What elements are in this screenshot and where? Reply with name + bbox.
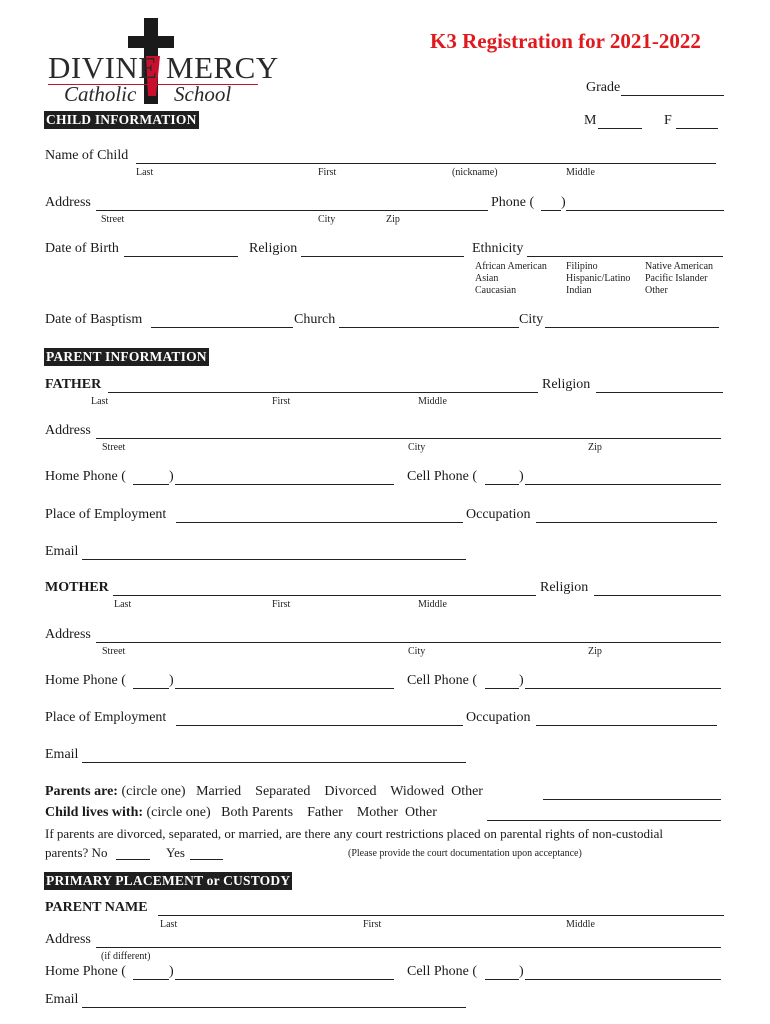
gender-m-label: M (584, 113, 597, 128)
mother-home-phone-label: Home Phone ( (45, 673, 126, 688)
grade-label: Grade (586, 80, 621, 95)
placement-cell-phone-label: Cell Phone ( (407, 964, 477, 979)
father-address-label: Address (45, 423, 91, 438)
child-ethnicity-field[interactable] (527, 256, 723, 257)
section-parent-info: PARENT INFORMATION (46, 349, 207, 364)
father-home-phone-field[interactable] (175, 484, 394, 485)
ethnicity-option[interactable]: Indian (566, 285, 592, 296)
father-email-field[interactable] (82, 559, 466, 560)
mother-cell-phone-field[interactable] (525, 688, 721, 689)
baptism-city-field[interactable] (545, 327, 719, 328)
mother-home-phone-field[interactable] (175, 688, 394, 689)
child-phone-close: ) (561, 195, 566, 210)
child-address-sub-street: Street (101, 214, 125, 225)
mother-cell-phone-label: Cell Phone ( (407, 673, 477, 688)
mother-home-phone-close: ) (169, 673, 174, 688)
gender-f-label: F (664, 113, 672, 128)
placement-parent-name-field[interactable] (158, 915, 724, 916)
mother-sub-middle: Middle (418, 599, 447, 610)
father-address-sub-city: City (408, 442, 426, 453)
parents-status-row (45, 784, 483, 800)
child-lives-row (45, 805, 437, 821)
placement-sub-middle: Middle (566, 919, 595, 930)
grade-field[interactable] (621, 95, 724, 96)
mother-address-label: Address (45, 627, 91, 642)
father-name-field[interactable] (108, 392, 538, 393)
logo-mercy: MERCY (166, 50, 279, 85)
gender-f-field[interactable] (676, 128, 718, 129)
placement-home-phone-label: Home Phone ( (45, 964, 126, 979)
gender-m-field[interactable] (598, 128, 642, 129)
father-religion-label: Religion (542, 377, 591, 392)
child-address-label: Address (45, 195, 91, 210)
ethnicity-option[interactable]: Other (645, 285, 668, 296)
mother-employment-field[interactable] (176, 725, 463, 726)
placement-email-label: Email (45, 992, 79, 1007)
mother-home-phone-area[interactable] (133, 688, 169, 689)
ethnicity-option[interactable]: Asian (475, 273, 499, 284)
mother-sub-first: First (272, 599, 291, 610)
father-occupation-field[interactable] (536, 522, 717, 523)
court-yes-field[interactable] (190, 859, 223, 860)
father-cell-phone-area[interactable] (485, 484, 519, 485)
placement-if-different: (if different) (101, 951, 151, 962)
father-religion-field[interactable] (596, 392, 723, 393)
child-lives-other-field[interactable] (487, 820, 721, 821)
mother-employment-label: Place of Employment (45, 710, 167, 725)
mother-address-sub-zip: Zip (588, 646, 602, 657)
child-name-sub-nickname: (nickname) (452, 167, 498, 178)
placement-cell-phone-area[interactable] (485, 979, 519, 980)
mother-address-sub-city: City (408, 646, 426, 657)
ethnicity-option[interactable]: Caucasian (475, 285, 517, 296)
parents-status-other-field[interactable] (543, 799, 721, 800)
mother-religion-field[interactable] (594, 595, 721, 596)
mother-address-field[interactable] (96, 642, 721, 643)
father-home-phone-area[interactable] (133, 484, 169, 485)
court-no-field[interactable] (116, 859, 150, 860)
baptism-field[interactable] (151, 327, 293, 328)
baptism-label: Date of Basptism (45, 312, 143, 327)
placement-home-phone-close: ) (169, 964, 174, 979)
parents-status-options[interactable]: Married Separated Divorced Widowed Other (196, 784, 483, 799)
child-name-sub-middle: Middle (566, 167, 595, 178)
court-note: (Please provide the court documentation upon acceptance) (348, 848, 582, 859)
child-address-field[interactable] (96, 210, 488, 211)
child-address-sub-city: City (318, 214, 336, 225)
church-field[interactable] (339, 327, 519, 328)
father-sub-middle: Middle (418, 396, 447, 407)
church-label: Church (294, 312, 336, 327)
mother-label: MOTHER (45, 580, 109, 595)
section-placement: PRIMARY PLACEMENT or CUSTODY (46, 873, 291, 888)
father-home-phone-close: ) (169, 469, 174, 484)
father-home-phone-label: Home Phone ( (45, 469, 126, 484)
child-dob-field[interactable] (124, 256, 238, 257)
section-child-info: CHILD INFORMATION (46, 112, 197, 127)
father-employment-label: Place of Employment (45, 507, 167, 522)
ethnicity-option[interactable]: Pacific Islander (645, 273, 708, 284)
mother-religion-label: Religion (540, 580, 589, 595)
placement-home-phone-area[interactable] (133, 979, 169, 980)
court-no-label: parents? No (45, 845, 108, 860)
father-employment-field[interactable] (176, 522, 463, 523)
ethnicity-option[interactable]: Hispanic/Latino (566, 273, 631, 284)
placement-sub-first: First (363, 919, 382, 930)
father-address-sub-street: Street (102, 442, 126, 453)
father-sub-last: Last (91, 396, 109, 407)
child-lives-circle: (circle one) (146, 805, 211, 820)
logo-catholic: Catholic (64, 82, 137, 106)
mother-occupation-label: Occupation (466, 710, 531, 725)
child-phone-label: Phone ( (491, 195, 535, 210)
child-religion-label: Religion (249, 241, 298, 256)
mother-name-field[interactable] (113, 595, 536, 596)
mother-address-sub-street: Street (102, 646, 126, 657)
baptism-city-label: City (519, 312, 544, 327)
ethnicity-option[interactable]: African American (475, 261, 547, 272)
mother-occupation-field[interactable] (536, 725, 717, 726)
placement-address-field[interactable] (96, 947, 721, 948)
ethnicity-option[interactable]: Filipino (566, 261, 598, 272)
child-lives-label: Child lives with: (45, 805, 144, 820)
child-dob-label: Date of Birth (45, 241, 119, 256)
parents-status-label: Parents are: (45, 784, 118, 799)
mother-email-label: Email (45, 747, 79, 762)
mother-sub-last: Last (114, 599, 132, 610)
placement-address-label: Address (45, 932, 91, 947)
ethnicity-option[interactable]: Native American (645, 261, 714, 272)
child-phone-area[interactable] (541, 210, 561, 211)
placement-cell-phone-close: ) (519, 964, 524, 979)
court-question: If parents are divorced, separated, or married, are there any court restrictions placed on parental rights of non-custodial (45, 826, 663, 841)
logo-divine: DIVINE (48, 50, 158, 85)
father-email-label: Email (45, 544, 79, 559)
mother-cell-phone-close: ) (519, 673, 524, 688)
mother-email-field[interactable] (82, 762, 466, 763)
father-sub-first: First (272, 396, 291, 407)
child-ethnicity-label: Ethnicity (472, 241, 524, 256)
placement-home-phone-field[interactable] (175, 979, 394, 980)
child-name-field[interactable] (136, 163, 716, 164)
father-cell-phone-field[interactable] (525, 484, 721, 485)
father-cell-phone-label: Cell Phone ( (407, 469, 477, 484)
child-name-label: Name of Child (45, 148, 129, 163)
child-address-sub-zip: Zip (386, 214, 400, 225)
child-phone-field[interactable] (566, 210, 724, 211)
father-occupation-label: Occupation (466, 507, 531, 522)
placement-cell-phone-field[interactable] (525, 979, 721, 980)
mother-cell-phone-area[interactable] (485, 688, 519, 689)
school-logo (44, 16, 279, 108)
father-address-sub-zip: Zip (588, 442, 602, 453)
father-cell-phone-close: ) (519, 469, 524, 484)
placement-sub-last: Last (160, 919, 178, 930)
father-address-field[interactable] (96, 438, 721, 439)
father-label: FATHER (45, 377, 102, 392)
child-religion-field[interactable] (301, 256, 464, 257)
placement-email-field[interactable] (82, 1007, 466, 1008)
child-lives-options[interactable]: Both Parents Father Mother Other (221, 805, 437, 820)
parents-status-circle: (circle one) (121, 784, 186, 799)
child-name-sub-last: Last (136, 167, 154, 178)
logo-school: School (174, 82, 232, 106)
child-name-sub-first: First (318, 167, 337, 178)
court-yes-label: Yes (166, 845, 185, 860)
placement-parent-name-label: PARENT NAME (45, 900, 148, 915)
page-title: K3 Registration for 2021-2022 (430, 29, 701, 53)
